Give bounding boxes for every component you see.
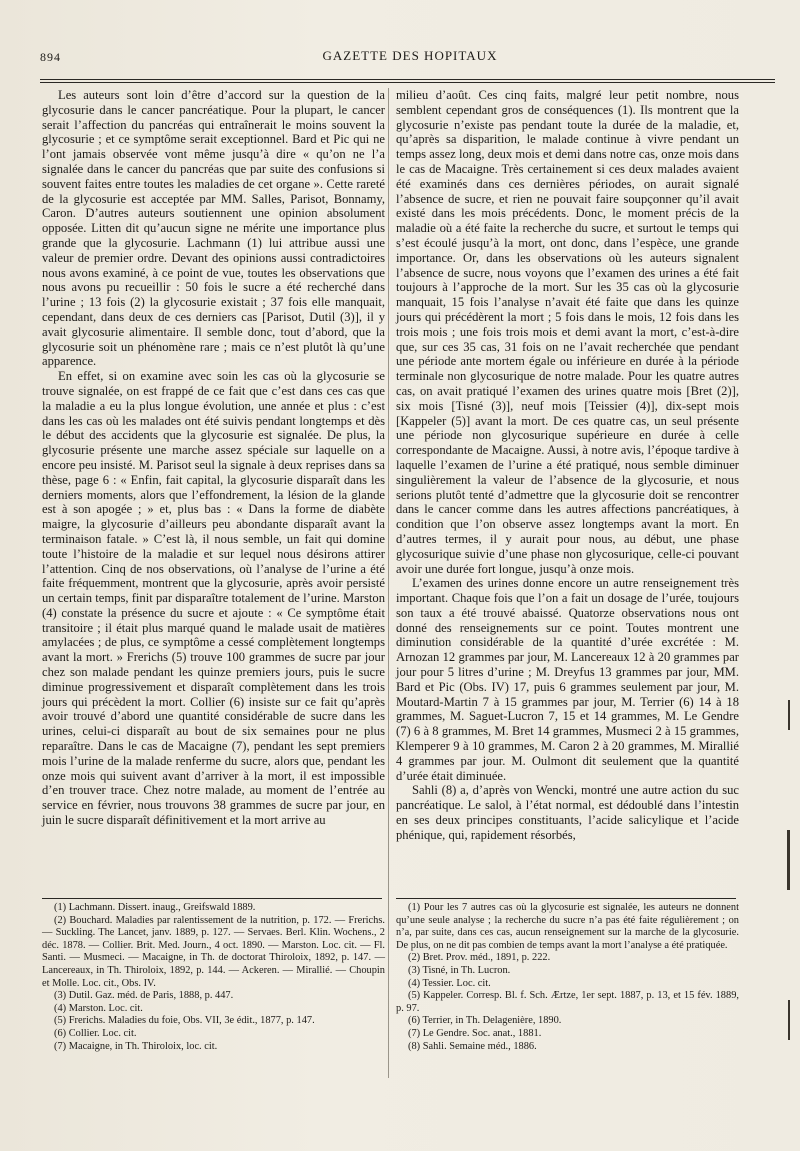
footnote: (7) Le Gendre. Soc. anat., 1881. — [408, 1027, 542, 1039]
column-divider — [388, 88, 389, 1078]
header-rule-bottom — [40, 82, 775, 83]
footnote: (2) Bret. Prov. méd., 1891, p. 222. — [408, 952, 551, 964]
footnote: (1) Lachmann. Dissert. inaug., Greifswald 1889. — [54, 902, 256, 913]
footnote-rule-left — [42, 898, 382, 899]
footnote-rule-right — [396, 898, 736, 899]
right-paragraph: milieu d’août. Ces cinq faits, malgré leur petit nombre, nous semblent cependant gros de conséquences (1). Ils montrent que la glycosurie n’existe pas pendant toute la durée de la maladie, et, qu’après sa disparition, le malade continue à vivre pendant un temps assez long, deux mois et demi dans notre cas, onze mois dans le cas de Macaigne. Très certainement si ces deux malades avaient été examinés dans ces dernières périodes, on aurait signalé l’absence de sucre, et rien ne pouvait faire soupçonner qu’il avait existé dans les mois précédents. Donc, le moment précis de la maladie où a été faite la recherche du sucre, et surtout le temps qui s’est écoulé jusqu’à la mort, ont donc, dans l’espèce, une grande importance. Or, dans les observations où les auteurs signalent l’absence de sucre, nous voyons que l’examen des urines a été fait toujours à l’approche de la mort. Sur les 35 cas où la glycosurie manquait, 15 fois l’analyse n’avait été faite que dans les quinze jours qui précédèrent la mort ; 5 fois dans le mois, 12 fois dans les trois mois ; une fois trois mois et demi avant la mort, c’est-à-dire que, sur ces 35 cas, 31 fois on ne l’avait recherchée que pendant une période ante mortem égale ou inférieure en durée à la période terminale non glycosurique de notre malade. Pour les quatre autres cas, on avait pratiqué l’examen des urines quatre mois [Bret (2)], six mois [Tisné (3)], neuf mois [Teissier (4)], dix-sept mois [Kappeler (5)] avant la mort. De ces quatre cas, un seul présente une période non glycosurique supérieure en durée à celle correspondante de Macaigne. Aussi, à notre avis, l’époque tardive à laquelle l’examen de l’urine a été pratiqué, nous semble diminuer singulièrement la valeur de l’absence de la glycosurie, et nous serions plutôt tenté d’admettre que la glycosurie doit se rencontrer dans le cancer comme dans les autres affections pancréatiques, à condition que l’on observe assez longtemps avant la mort. En d’autres termes, il y aurait pour nous, au début, une phase glycosurique suivie d’une phase non glycosurique, celle-ci pouvant avoir une durée fort longue, jusqu’à onze mois. — [396, 88, 739, 576]
page-edge-mark — [788, 1000, 790, 1040]
page-edge-mark — [787, 830, 790, 890]
left-paragraph: Les auteurs sont loin d’être d’accord sur la question de la glycosurie dans le cancer pancréatique. Pour la plupart, le cancer serait l’affection du pancréas qui entraînerait le moins souvent la glycosurie ; et ce symptôme serait exceptionnel. Bard et Pic qui ne l’ont jamais observée vont même jusqu’à dire « qu’on ne l’a signalée dans le cancer du pancréas que par suite des confusions si souvent faites entre toutes les maladies de cet organe ». Cette rareté de la glycosurie est acceptée par MM. Salles, Parisot, Bonnamy, Caron. D’autres auteurs soutiennent une opinion absolument opposée. Litten dit qu’aucun signe ne mérite une importance plus grande que la glycosurie. Lachmann (1) lui attribue aussi une valeur de premier ordre. Devant des opinions aussi contradictoires nous avons examiné, à ce point de vue, toutes les observations que nous avons pu recueillir : 50 fois le sucre a été recherché dans l’urine ; 13 fois (2) la glycosurie existait ; 37 fois elle manquait, cependant, dans deux de ces derniers cas [Parisot, Dutil (3)], il y avait glycosurie alimentaire. Il semble donc, tout d’abord, que la glycosurie soit un phénomène rare ; mais ce n’est plutôt là qu’une apparence. — [42, 88, 385, 369]
footnote: (5) Frerichs. Maladies du foie, Obs. VII, 3e édit., 1877, p. 147. — [54, 1015, 315, 1027]
page-number: 894 — [40, 50, 61, 64]
footnote: (6) Terrier, in Th. Delagenière, 1890. — [408, 1015, 562, 1027]
page-edge-mark — [788, 700, 790, 730]
page-header — [40, 48, 780, 70]
footnote: (4) Marston. Loc. cit. — [54, 1002, 143, 1014]
footnote: (1) Pour les 7 autres cas où la glycosurie est signalée, les auteurs ne donnent qu’une seule analyse ; la recherche du sucre n’a pas été faite régulièrement ; on n’a, par suite, dans ces cas, aucun renseignement sur la marche de la glycosurie. De plus, on ne dit pas combien de temps avant la mort l’analyse a été pratiquée. — [396, 902, 739, 951]
footnote: (6) Collier. Loc. cit. — [54, 1027, 137, 1039]
footnote: (8) Sahli. Semaine méd., 1886. — [408, 1040, 537, 1052]
footnote: (5) Kappeler. Corresp. Bl. f. Sch. Ærtze, 1er sept. 1887, p. 13, et 15 fév. 1889, p. 97. — [396, 990, 739, 1014]
footnote: (4) Tessier. Loc. cit. — [408, 977, 491, 989]
footnote: (7) Macaigne, in Th. Thiroloix, loc. cit. — [54, 1040, 218, 1052]
footnote: (3) Dutil. Gaz. méd. de Paris, 1888, p. 447. — [54, 990, 234, 1002]
left-paragraph: En effet, si on examine avec soin les cas où la glycosurie se trouve signalée, on est frappé de ce fait que c’est dans ces cas que la maladie a eu la plus longue évolution, une année et plus : c’est dans les cas où les malades ont été suivis pendant longtemps et dès le début des accidents que la glycosurie est signalée. De plus, la glycosurie présente une marche assez spéciale sur laquelle on a encore peu insisté. M. Parisot seul la signale à deux reprises dans sa thèse, page 6 : « Enfin, fait capital, la glycosurie disparaît dans les derniers moments, alors que l’effondrement, la lésion de la glande est à son apogée ; » et, plus bas : « Dans la forme de diabète maigre, la glycosurie d’ailleurs peu abondante disparaît avant la terminaison fatale. » C’est là, il nous semble, un fait qui domine toute l’histoire de la maladie et sur lequel nous désirons attirer l’attention. Cinq de nos observations, où l’analyse de l’urine a été faite fréquemment, montrent que la glycosurie, après avoir persisté un certain temps, finit par disparaître totalement de l’urine. Marston (4) constate la présence du sucre et ajoute : « Ce symptôme était transitoire ; il était plus marqué quand le malade usait de matières amylacées ; de plus, ce symptôme a cessé complètement longtemps avant la mort. » Frerichs (5) trouve 100 grammes de sucre par jour chez son malade pendant les quinze premiers jours, puis le sucre diminue progressivement et disparaît complètement dans les trois jours qui précèdent la mort. Collier (6) insiste sur ce fait qu’après avoir trouvé d’abord une quantité considérable de sucre dans les urines, celui-ci disparaît au bout de six semaines pour ne plus reparaître. Dans le cas de Macaigne (7), pendant les sept premiers mois l’urine de la malade renferme du sucre, alors que, pendant les onze mois qui suivent avant d’arriver à la mort, il est impossible d’en trouver trace. Chez notre malade, au moment de l’entrée au service en février, nous trouvons 38 grammes de sucre par jour, en juin le sucre disparaît définitivement et la mort arrive au — [42, 369, 385, 828]
footnote: (2) Bouchard. Maladies par ralentissement de la nutrition, p. 172. — Frerichs. — Suckling. The Lancet, janv. 1889, p. 127. — Servaes. Berl. Klin. Wochens., 2 déc. 1878. — Collier. Brit. Med. Journ., 4 oct. 1890. — Marston. Loc. cit. — Fl. Santi. — Musmeci. — Macaigne, in Th. de doctorat Thiroloix, 1892, p. 147. — Lancereaux, in Th. Thiroloix, 1892, p. 144. — Ackeren. — Mirallié. — Choupin et Molle. Loc. cit., Obs. IV. — [42, 914, 385, 989]
right-paragraph: L’examen des urines donne encore un autre renseignement très important. Chaque fois que l’on a fait un dosage de l’urée, toujours son taux a été trouvé abaissé. Quatorze observations nous ont donné des renseignements sur ce point. Toutes montrent une diminution considérable de la quantité d’urée excrétée : M. Arnozan 12 grammes par jour, M. Lancereaux 12 à 20 grammes par jour pour 5 litres d’urine ; M. Dreyfus 13 grammes par jour, MM. Bard et Pic (Obs. IV) 17, puis 6 grammes seulement par jour, M. Moutard-Martin 7 à 15 grammes par jour, M. Terrier (6) 14 à 18 grammes, M. Saguet-Lucron 7, 15 et 14 grammes, M. Le Gendre (7) 6 à 8 grammes, M. Bret 14 grammes, Musmeci 2 à 15 grammes, Klemperer 9 à 10 grammes, M. Caron 2 à 20 grammes, M. Mirallié 4 grammes par jour. M. Oulmont dit seulement que la quantité d’urée était diminuée. — [396, 576, 739, 783]
footnotes-right — [396, 902, 739, 1053]
header-rule-top — [40, 79, 775, 80]
footnotes-left — [42, 902, 385, 1053]
footnote: (3) Tisné, in Th. Lucron. — [408, 964, 511, 976]
left-column — [42, 88, 385, 828]
journal-title: GAZETTE DES HOPITAUX — [322, 48, 498, 63]
right-column — [396, 88, 739, 843]
right-paragraph: Sahli (8) a, d’après von Wencki, montré une autre action du suc pancréatique. Le salol, à l’état normal, est dédoublé dans l’intestin en ses deux principes constituants, l’acide salicylique et l’acide phénique, qui, rapidement résorbés, — [396, 783, 739, 842]
